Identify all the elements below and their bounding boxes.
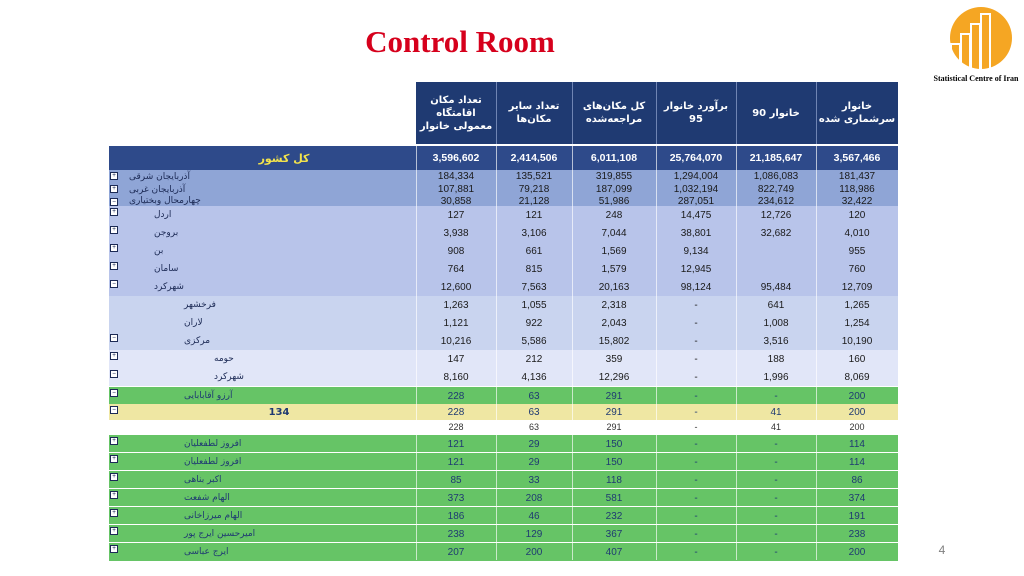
table-cell: 107,881 — [437, 184, 475, 195]
table-cell: 160 — [848, 353, 866, 365]
table-cell: 1,055 — [521, 299, 547, 311]
table-cell: 234,612 — [757, 195, 795, 207]
table-cell: 79,218 — [518, 184, 550, 195]
expand-icon[interactable]: + — [110, 352, 118, 360]
table-cell: 1,996 — [763, 371, 789, 383]
table-cell: 5,586 — [521, 335, 547, 347]
table-row[interactable] — [109, 350, 898, 368]
table-cell: 118,986 — [839, 184, 875, 195]
table-cell: - — [694, 546, 698, 558]
table-row[interactable] — [109, 404, 898, 420]
row-label: 134 — [268, 406, 290, 418]
table-cell: 86 — [851, 474, 863, 486]
table-cell: 407 — [605, 546, 623, 558]
table-cell: 238 — [447, 528, 465, 540]
collapse-icon[interactable]: − — [110, 334, 118, 342]
expand-icon[interactable]: + — [110, 437, 118, 445]
table-cell: 641 — [767, 299, 785, 311]
table-row[interactable] — [109, 314, 898, 332]
table-cell: 20,163 — [598, 281, 630, 293]
table-cell: 232 — [605, 510, 623, 522]
column-separator — [656, 146, 657, 560]
row-label: حومه — [214, 354, 234, 364]
table-cell: 7,044 — [601, 227, 627, 239]
table-row[interactable] — [109, 260, 898, 278]
table-cell: 228 — [447, 406, 465, 418]
table-cell: 291 — [606, 422, 622, 432]
table-cell: 200 — [848, 406, 866, 418]
table-row[interactable] — [109, 524, 898, 543]
collapse-icon[interactable]: − — [110, 406, 118, 414]
table-cell: 6,011,108 — [590, 152, 638, 164]
table-cell: 7,563 — [521, 281, 547, 293]
row-label: کل کشور — [258, 151, 310, 165]
table-cell: - — [774, 456, 778, 468]
collapse-icon[interactable]: − — [110, 370, 118, 378]
table-cell: 21,185,647 — [749, 152, 803, 164]
expand-icon[interactable]: + — [110, 262, 118, 270]
table-cell: 291 — [605, 406, 623, 418]
table-cell: 581 — [605, 492, 623, 504]
expand-icon[interactable]: + — [110, 185, 118, 193]
table-total-row[interactable] — [109, 146, 898, 170]
expand-icon[interactable]: + — [110, 172, 118, 180]
table-cell: 41 — [770, 422, 781, 432]
table-cell: - — [694, 317, 698, 329]
table-cell: 4,136 — [521, 371, 547, 383]
table-cell: 30,858 — [440, 195, 472, 207]
table-cell: - — [694, 438, 698, 450]
row-label: بن — [154, 246, 164, 256]
row-label: امیرحسین ایرج پور — [184, 529, 256, 539]
table-cell: 1,294,004 — [673, 171, 719, 182]
table-cell: 12,945 — [680, 263, 712, 275]
header-separator — [656, 82, 657, 144]
table-cell: 3,596,602 — [432, 152, 480, 164]
table-cell: - — [694, 371, 698, 383]
table-cell: - — [694, 390, 698, 402]
table-cell: - — [774, 528, 778, 540]
header-counted-households: خانوار سرشماری شده — [816, 82, 898, 144]
table-cell: - — [694, 528, 698, 540]
header-total-locations: کل مکان‌های مراجعه‌شده — [572, 82, 656, 144]
table-cell: 1,263 — [443, 299, 469, 311]
table-cell: 14,475 — [680, 209, 712, 221]
table-cell: 212 — [525, 353, 543, 365]
row-label: مرکزی — [184, 336, 211, 346]
table-cell: 188 — [767, 353, 785, 365]
table-cell: - — [694, 422, 698, 432]
header-separator — [816, 82, 817, 144]
table-row[interactable] — [109, 434, 898, 453]
table-cell: 3,938 — [443, 227, 469, 239]
table-cell: 238 — [848, 528, 866, 540]
table-cell: 1,121 — [443, 317, 469, 329]
table-cell: 10,190 — [841, 335, 873, 347]
table-cell: 118 — [606, 474, 622, 486]
header-households-90: خانوار 90 — [736, 82, 816, 144]
table-cell: 12,709 — [841, 281, 873, 293]
table-cell: 41 — [770, 406, 782, 418]
row-label: الهام شفعت — [184, 493, 230, 503]
table-cell: 3,516 — [763, 335, 789, 347]
table-cell: - — [694, 492, 698, 504]
table-cell: 15,802 — [598, 335, 630, 347]
table-cell: 207 — [447, 546, 465, 558]
table-cell: 922 — [525, 317, 543, 329]
row-label: افروز لطفعلیان — [184, 457, 242, 467]
table-cell: 63 — [528, 390, 540, 402]
table-cell: 822,749 — [757, 184, 795, 195]
table-cell: - — [774, 546, 778, 558]
header-separator — [496, 82, 497, 144]
row-label: شهرکرد — [154, 282, 184, 292]
table-cell: 33 — [528, 474, 540, 486]
collapse-icon[interactable]: − — [110, 198, 118, 206]
table-row[interactable] — [109, 278, 898, 296]
table-cell: - — [694, 474, 698, 486]
expand-icon[interactable]: + — [110, 509, 118, 517]
table-cell: - — [774, 474, 778, 486]
table-cell: 135,521 — [515, 171, 553, 182]
table-cell: 10,216 — [440, 335, 472, 347]
table-cell: - — [694, 353, 698, 365]
expand-icon[interactable]: + — [110, 545, 118, 553]
row-label: لاران — [184, 318, 203, 328]
table-cell: 3,106 — [521, 227, 547, 239]
table-cell: 114 — [849, 456, 865, 468]
table-cell: 373 — [447, 492, 465, 504]
table-row[interactable] — [109, 420, 898, 434]
table-cell: - — [774, 390, 778, 402]
table-cell: 287,051 — [677, 195, 715, 207]
table-cell: 2,043 — [601, 317, 627, 329]
table-cell: 248 — [605, 209, 623, 221]
table-cell: 1,032,194 — [673, 184, 719, 195]
row-label: شهرکرد — [214, 372, 244, 382]
table-cell: 51,986 — [598, 195, 630, 207]
table-cell: 147 — [447, 353, 465, 365]
logo-caption: Statistical Centre of Iran — [933, 74, 1019, 83]
table-cell: 186 — [447, 510, 465, 522]
table-cell: 12,296 — [598, 371, 630, 383]
table-row[interactable] — [109, 332, 898, 350]
table-cell: 63 — [528, 406, 540, 418]
collapse-icon[interactable]: − — [110, 389, 118, 397]
table-cell: 46 — [528, 510, 540, 522]
table-cell: 29 — [528, 456, 540, 468]
row-label: فرخشهر — [184, 300, 216, 310]
header-estimate-95: برآورد خانوار 95 — [656, 82, 736, 144]
expand-icon[interactable]: + — [110, 527, 118, 535]
header-separator — [572, 82, 573, 144]
page-title: Control Room — [365, 24, 555, 59]
table-cell: 815 — [525, 263, 543, 275]
row-label: اردل — [154, 210, 172, 220]
table-cell: 764 — [447, 263, 465, 275]
column-separator — [416, 146, 417, 560]
table-cell: 228 — [448, 422, 464, 432]
expand-icon[interactable]: + — [110, 455, 118, 463]
statistical-centre-logo-icon — [945, 6, 1013, 72]
row-label: افروز لطفعلیان — [184, 439, 242, 449]
table-cell: 85 — [450, 474, 462, 486]
table-cell: 661 — [525, 245, 543, 257]
table-cell: 1,254 — [844, 317, 870, 329]
table-cell: - — [694, 510, 698, 522]
table-row[interactable] — [109, 242, 898, 260]
header-other-locations: تعداد سایر مکان‌ها — [496, 82, 572, 144]
table-row[interactable] — [109, 470, 898, 489]
table-cell: 908 — [447, 245, 465, 257]
table-cell: 25,764,070 — [669, 152, 723, 164]
table-cell: 200 — [848, 390, 866, 402]
table-cell: 1,569 — [601, 245, 627, 257]
row-label: اکبر بناهی — [184, 475, 222, 485]
table-cell: 121 — [447, 438, 465, 450]
table-row[interactable] — [109, 386, 898, 405]
table-cell: 98,124 — [680, 281, 712, 293]
table-cell: 114 — [849, 438, 865, 450]
collapse-icon[interactable]: − — [110, 280, 118, 288]
table-row[interactable] — [109, 206, 898, 224]
table-cell: 121 — [447, 456, 465, 468]
table-cell: 367 — [605, 528, 623, 540]
table-cell: 200 — [849, 422, 865, 432]
table-cell: 127 — [447, 209, 465, 221]
table-row[interactable] — [109, 368, 898, 386]
table-cell: 32,682 — [760, 227, 792, 239]
table-cell: - — [694, 299, 698, 311]
table-cell: 32,422 — [841, 195, 873, 207]
table-cell: 208 — [525, 492, 543, 504]
table-cell — [736, 260, 816, 278]
table-cell: 1,265 — [844, 299, 870, 311]
row-label: ایرج عباسی — [184, 547, 229, 557]
table-cell: 1,008 — [763, 317, 789, 329]
column-separator — [736, 146, 737, 560]
table-cell: - — [774, 492, 778, 504]
table-cell: - — [694, 406, 698, 418]
table-cell — [736, 242, 816, 260]
table-row[interactable] — [109, 224, 898, 242]
table-cell: 12,726 — [760, 209, 792, 221]
expand-icon[interactable]: + — [110, 473, 118, 481]
table-cell: 191 — [848, 510, 866, 522]
table-row[interactable] — [109, 542, 898, 561]
table-cell: 150 — [605, 456, 623, 468]
expand-icon[interactable]: + — [110, 226, 118, 234]
row-label: الهام میرزاخانی — [184, 511, 243, 521]
page-number: 4 — [938, 543, 946, 557]
table-cell: 63 — [528, 422, 539, 432]
row-label: سامان — [154, 264, 179, 274]
table-row[interactable] — [109, 488, 898, 507]
table-cell: 8,160 — [443, 371, 469, 383]
expand-icon[interactable]: + — [110, 244, 118, 252]
table-cell: 9,134 — [683, 245, 709, 257]
table-cell: 181,437 — [838, 171, 876, 182]
row-label: آذربایجان شرقی — [129, 171, 190, 182]
header-separator — [736, 82, 737, 144]
row-label: بروجن — [154, 228, 179, 238]
table-cell: 359 — [605, 353, 623, 365]
table-cell: 150 — [605, 438, 623, 450]
table-cell: 29 — [528, 438, 540, 450]
table-cell: 95,484 — [760, 281, 792, 293]
expand-icon[interactable]: + — [110, 491, 118, 499]
table-cell: - — [774, 510, 778, 522]
table-cell: 187,099 — [595, 184, 633, 195]
header-household-locations: تعداد مکان اقامتگاه معمولی خانوار — [416, 82, 496, 144]
table-cell: 228 — [447, 390, 465, 402]
table-cell: 8,069 — [844, 371, 870, 383]
table-row[interactable] — [109, 296, 898, 314]
table-cell: 760 — [848, 263, 866, 275]
table-cell: 1,086,083 — [753, 171, 799, 182]
table-cell: 291 — [605, 390, 623, 402]
table-cell: 200 — [525, 546, 543, 558]
table-cell: - — [694, 335, 698, 347]
table-cell: 374 — [848, 492, 866, 504]
table-cell: 3,567,466 — [833, 152, 881, 164]
table-cell: 2,318 — [601, 299, 627, 311]
table-row[interactable] — [109, 452, 898, 471]
table-row[interactable] — [109, 506, 898, 525]
table-cell: 120 — [848, 209, 866, 221]
column-separator — [572, 146, 573, 560]
table-cell: - — [694, 456, 698, 468]
table-cell: 121 — [525, 209, 543, 221]
row-label: آرزو آقابابایی — [184, 391, 233, 401]
table-row[interactable] — [109, 170, 898, 184]
table-cell: 1,579 — [601, 263, 627, 275]
table-cell: 319,855 — [595, 171, 633, 182]
table-cell: - — [774, 438, 778, 450]
table-cell: 184,334 — [437, 171, 475, 182]
table-cell: 129 — [525, 528, 543, 540]
column-separator — [496, 146, 497, 560]
column-separator — [816, 146, 817, 560]
row-label — [184, 420, 284, 434]
table-cell: 955 — [848, 245, 866, 257]
table-cell: 12,600 — [440, 281, 472, 293]
table-cell: 2,414,506 — [510, 152, 558, 164]
table-cell: 38,801 — [680, 227, 712, 239]
row-label: آذربایجان غربی — [129, 184, 186, 195]
table-cell: 21,128 — [518, 195, 550, 207]
table-cell: 200 — [848, 546, 866, 558]
row-label: چهارمحال وبختیاری — [129, 196, 201, 206]
table-cell: 4,010 — [844, 227, 870, 239]
expand-icon[interactable]: + — [110, 208, 118, 216]
